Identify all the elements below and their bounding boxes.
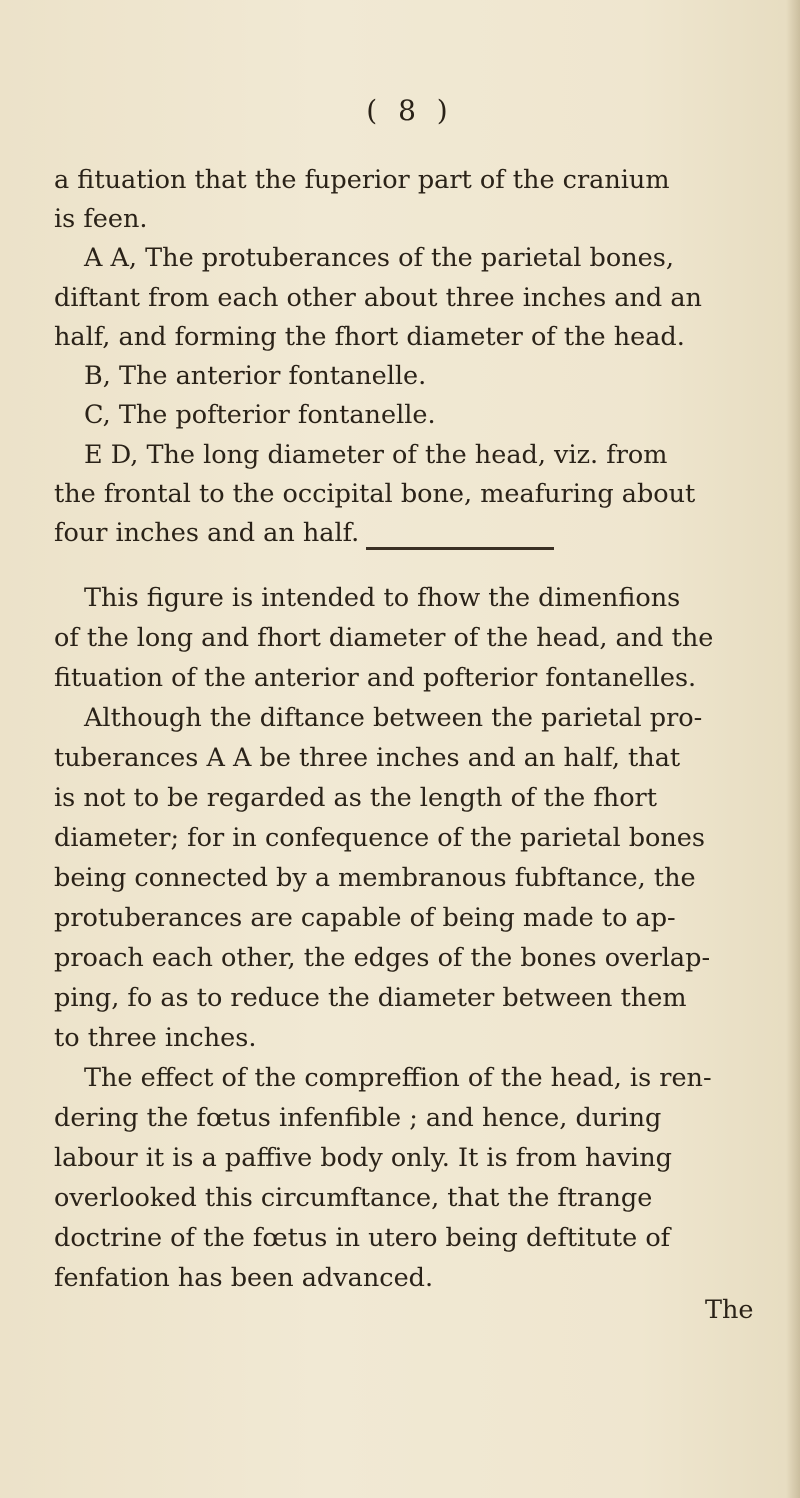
text-line: dering the fœtus infenfible ; and hence, during (54, 1103, 662, 1133)
text-line: fenfation has been advanced. (54, 1263, 434, 1293)
text-line: of the long and fhort diameter of the head, and the (54, 623, 714, 653)
text-line: diameter; for in confequence of the parietal bones (54, 823, 705, 853)
text-line: tuberances A A be three inches and an half, that (54, 743, 681, 773)
text-line: A A, The protuberances of the parietal bones, (84, 243, 674, 273)
text-line: fituation of the anterior and pofterior fontanelles. (54, 663, 697, 693)
text-line: This figure is intended to fhow the dimenfions (84, 583, 681, 613)
text-line: The effect of the compreffion of the head, is ren- (84, 1063, 712, 1093)
text-line: proach each other, the edges of the bones overlap- (54, 943, 711, 973)
catchword: The (705, 1295, 754, 1325)
text-line: four inches and an half. (54, 518, 360, 548)
text-line: is feen. (54, 204, 148, 234)
text-line: a fituation that the fuperior part of the cranium (54, 165, 670, 195)
text-line: diftant from each other about three inches and an (54, 283, 702, 313)
text-line: labour it is a paffive body only. It is from having (54, 1143, 672, 1173)
text-line: E D, The long diameter of the head, viz. from (84, 440, 668, 470)
text-line: overlooked this circumftance, that the ftrange (54, 1183, 653, 1213)
text-line: Although the diftance between the parietal pro- (84, 703, 703, 733)
text-line: ping, fo as to reduce the diameter between them (54, 983, 687, 1013)
section-rule (366, 547, 554, 550)
text-line: doctrine of the fœtus in utero being deftitute of (54, 1223, 671, 1253)
text-line: being connected by a membranous fubftance, the (54, 863, 696, 893)
text-line: the frontal to the occipital bone, meafuring about (54, 479, 696, 509)
text-line: protuberances are capable of being made to ap- (54, 903, 676, 933)
text-line: to three inches. (54, 1023, 257, 1053)
page-edge-shadow (786, 0, 800, 1498)
text-line: B, The anterior fontanelle. (84, 361, 427, 391)
text-line: is not to be regarded as the length of the fhort (54, 783, 657, 813)
page-number: ( 8 ) (366, 94, 454, 127)
text-line: half, and forming the fhort diameter of the head. (54, 322, 685, 352)
text-line: C, The pofterior fontanelle. (84, 400, 436, 430)
